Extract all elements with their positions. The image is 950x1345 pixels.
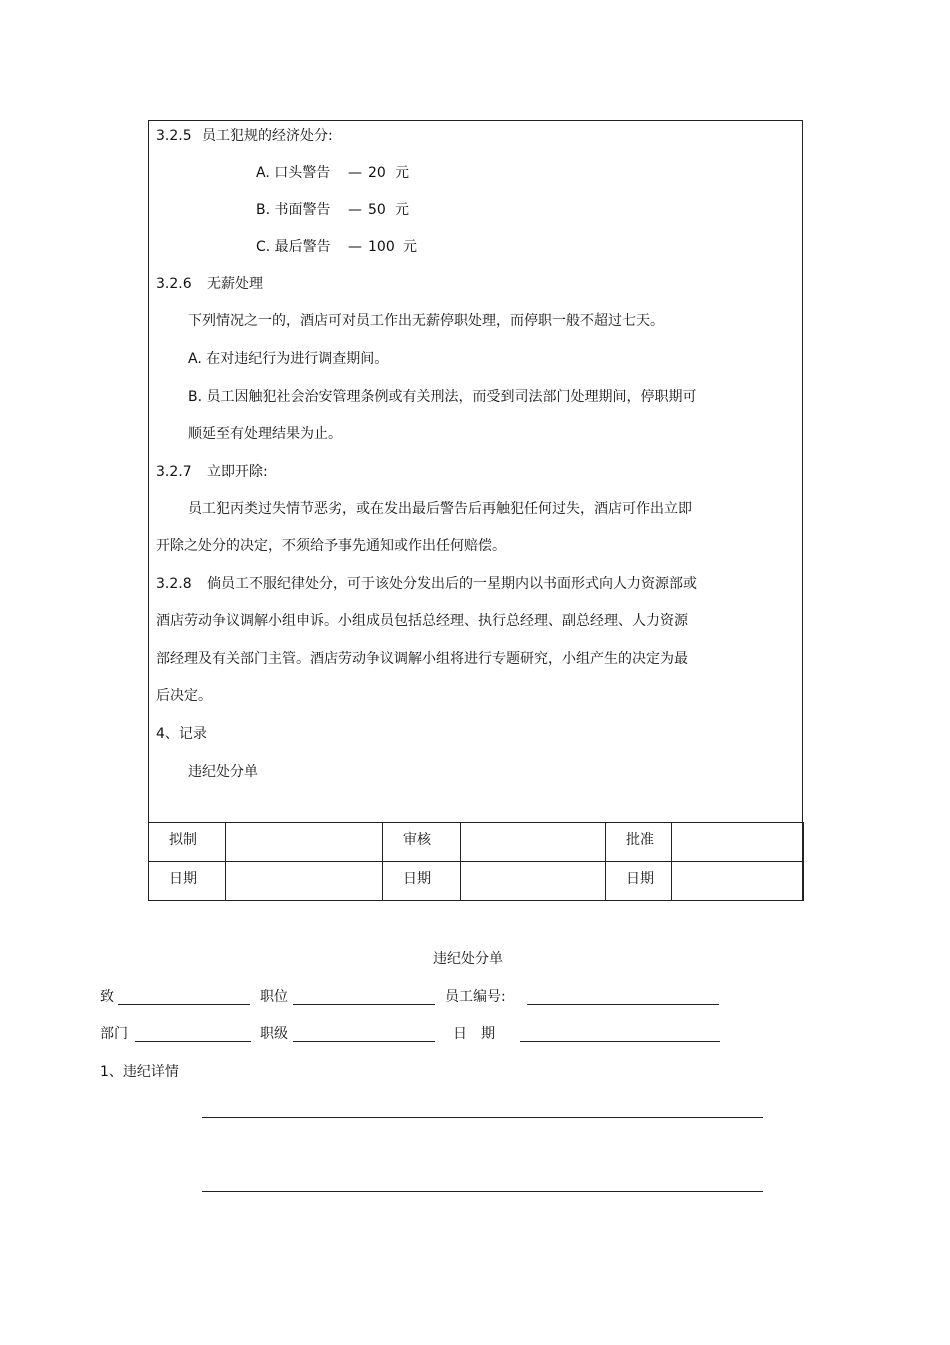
- paragraph: 下列情况之一的，酒店可对员工作出无薪停职处理，而停职一般不超过七天。: [188, 313, 664, 329]
- details-line[interactable]: [202, 1191, 763, 1192]
- date-field[interactable]: [461, 862, 606, 901]
- table-row: [149, 823, 804, 862]
- fine-dash: —: [348, 165, 362, 181]
- department-field[interactable]: [135, 1041, 251, 1042]
- section-number: 3.2.5: [156, 128, 192, 144]
- date-label: 日期: [383, 862, 461, 901]
- paragraph: 开除之处分的决定，不须给予事先通知或作出任何赔偿。: [156, 538, 506, 554]
- fine-item: C. 最后警告: [256, 239, 331, 255]
- approved-by-field[interactable]: [672, 823, 804, 862]
- reviewed-by-field[interactable]: [461, 823, 606, 862]
- record-item: 违纪处分单: [188, 764, 258, 780]
- fine-item: A. 口头警告: [256, 165, 331, 181]
- paragraph: B. 员工因触犯社会治安管理条例或有关刑法，而受到司法部门处理期间，停职期可: [188, 389, 697, 405]
- paragraph: 员工犯丙类过失情节恶劣，或在发出最后警告后再触犯任何过失，酒店可作出立即: [188, 501, 692, 517]
- date-field[interactable]: [672, 862, 804, 901]
- reviewed-by-label: 审核: [383, 823, 461, 862]
- fine-item: B. 书面警告: [256, 202, 331, 218]
- paragraph: 倘员工不服纪律处分，可于该处分发出后的一星期内以书面形式向人力资源部或: [207, 576, 697, 592]
- date-label: 日期: [606, 862, 672, 901]
- grade-label: 职级: [260, 1026, 288, 1042]
- employee-no-field[interactable]: [527, 1004, 719, 1005]
- section-title: 4、记录: [156, 726, 207, 742]
- paragraph: 酒店劳动争议调解小组申诉。小组成员包括总经理、执行总经理、副总经理、人力资源: [156, 613, 688, 629]
- fine-amount: 100: [368, 239, 395, 255]
- date-field[interactable]: [226, 862, 383, 901]
- fine-dash: —: [348, 239, 362, 255]
- drafted-by-field[interactable]: [226, 823, 383, 862]
- to-field[interactable]: [118, 1004, 250, 1005]
- section-title: 无薪处理: [207, 276, 263, 292]
- fine-unit: 元: [395, 165, 409, 181]
- section-title: 员工犯规的经济处分:: [202, 128, 333, 144]
- date-label: 日 期: [453, 1026, 495, 1042]
- grade-field[interactable]: [293, 1041, 435, 1042]
- section-number: 3.2.6: [156, 276, 192, 292]
- section-number: 3.2.7: [156, 464, 192, 480]
- fine-amount: 50: [368, 202, 386, 218]
- details-line[interactable]: [202, 1117, 763, 1118]
- paragraph: 顺延至有处理结果为止。: [188, 426, 342, 442]
- paragraph: 后决定。: [156, 688, 212, 704]
- position-label: 职位: [260, 989, 288, 1005]
- to-label: 致: [100, 989, 114, 1005]
- signoff-table: [148, 822, 804, 901]
- employee-no-label: 员工编号:: [445, 989, 506, 1005]
- table-row: [149, 862, 804, 901]
- fine-dash: —: [348, 202, 362, 218]
- fine-amount: 20: [368, 165, 386, 181]
- violation-details-heading: 1、违纪详情: [100, 1064, 179, 1080]
- section-title: 立即开除:: [207, 464, 268, 480]
- form-title: 违纪处分单: [433, 951, 503, 967]
- section-number: 3.2.8: [156, 576, 192, 592]
- date-field[interactable]: [520, 1041, 720, 1042]
- department-label: 部门: [100, 1026, 128, 1042]
- position-field[interactable]: [293, 1004, 435, 1005]
- approved-by-label: 批准: [606, 823, 672, 862]
- paragraph: 部经理及有关部门主管。酒店劳动争议调解小组将进行专题研究，小组产生的决定为最: [156, 651, 688, 667]
- date-label: 日期: [149, 862, 226, 901]
- fine-unit: 元: [403, 239, 417, 255]
- fine-unit: 元: [395, 202, 409, 218]
- drafted-by-label: 拟制: [149, 823, 226, 862]
- paragraph: A. 在对违纪行为进行调查期间。: [188, 351, 389, 367]
